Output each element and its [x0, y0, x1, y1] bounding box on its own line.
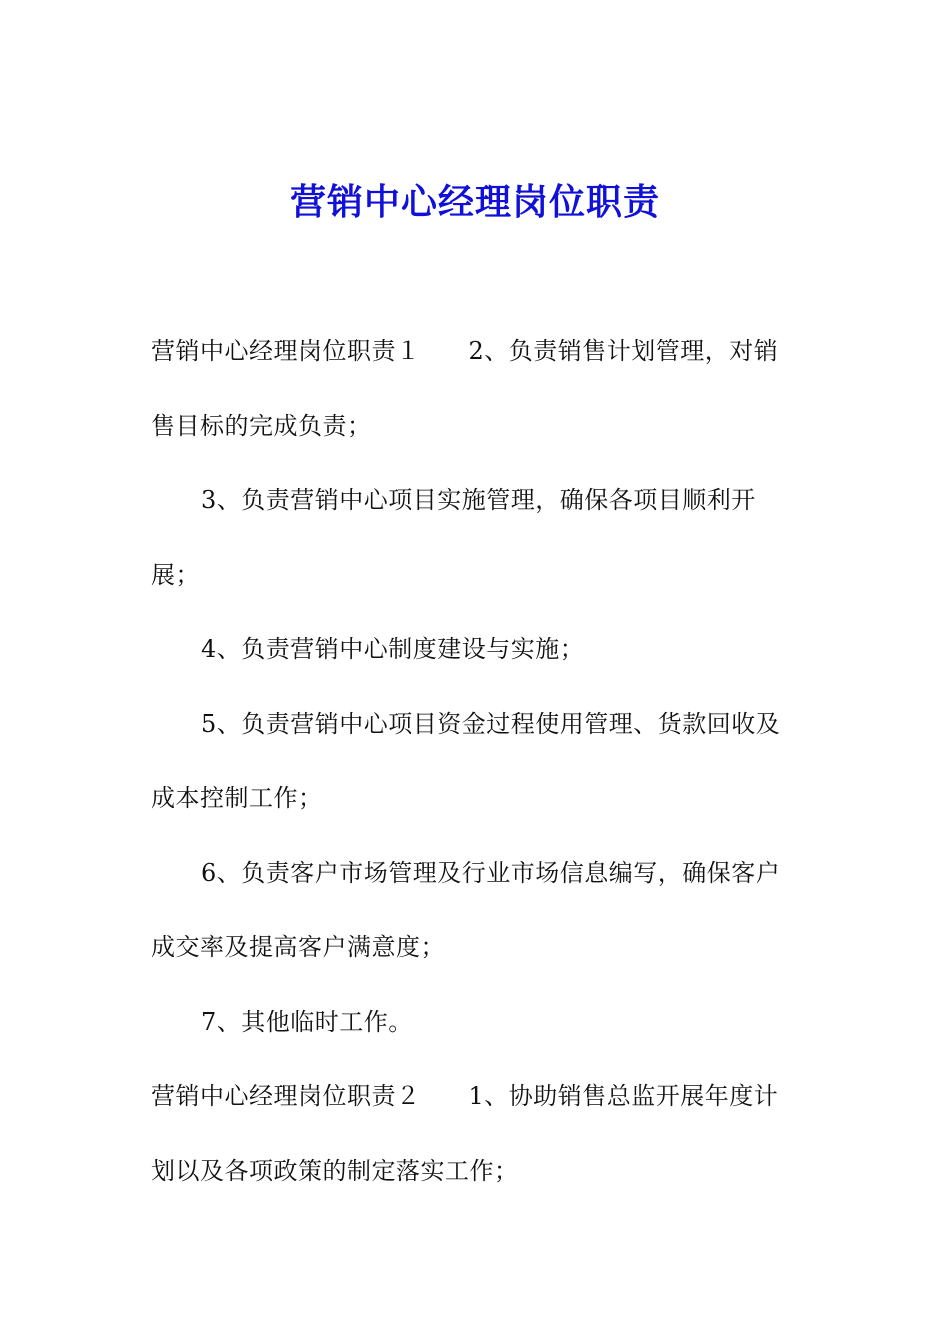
- paragraph-line: 6、负责客户市场管理及行业市场信息编写，确保客户: [201, 859, 781, 887]
- paragraph-line: 展；: [151, 561, 200, 589]
- line-text: 2、负责销售计划管理，对销: [468, 337, 779, 365]
- section-heading: 营销中心经理岗位职责２: [151, 1082, 421, 1110]
- line-text: 1、协助销售总监开展年度计: [468, 1082, 779, 1110]
- paragraph-line: [151, 1078, 778, 1114]
- paragraph-line: 售目标的完成负责；: [151, 412, 372, 440]
- document-title: 营销中心经理岗位职责: [289, 181, 660, 223]
- paragraph-line: 成交率及提高客户满意度；: [151, 933, 445, 961]
- paragraph-line: 划以及各项政策的制定落实工作；: [151, 1157, 519, 1185]
- paragraph-line: 3、负责营销中心项目实施管理，确保各项目顺利开: [201, 486, 756, 514]
- section-heading: 营销中心经理岗位职责１: [151, 337, 421, 365]
- paragraph-line: 5、负责营销中心项目资金过程使用管理、货款回收及: [201, 710, 781, 738]
- paragraph-line: 4、负责营销中心制度建设与实施；: [201, 635, 585, 663]
- paragraph-line: [151, 333, 778, 369]
- paragraph-line: 成本控制工作；: [151, 784, 323, 812]
- paragraph-line: 7、其他临时工作。: [201, 1008, 413, 1036]
